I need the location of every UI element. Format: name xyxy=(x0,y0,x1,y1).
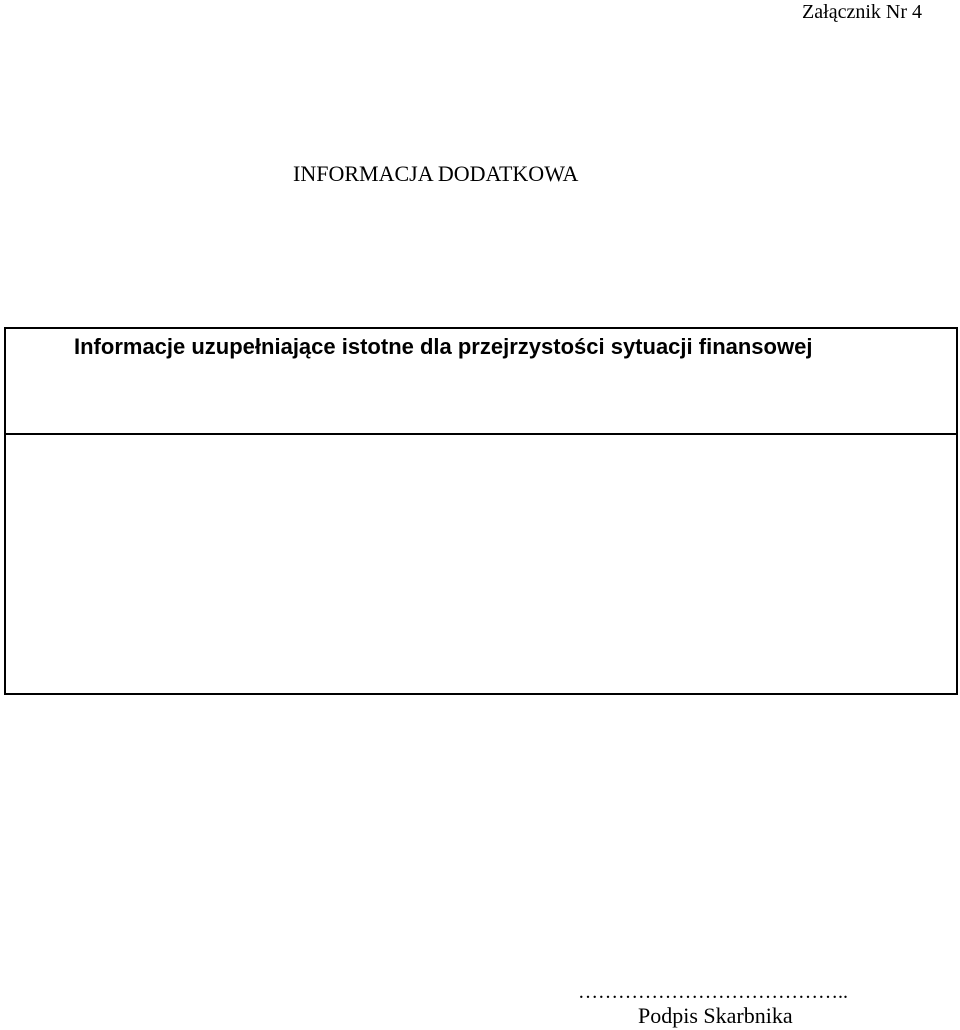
document-title: INFORMACJA DODATKOWA xyxy=(293,161,579,186)
attachment-label: Załącznik Nr 4 xyxy=(802,1,922,23)
signature-label: Podpis Skarbnika xyxy=(638,1003,793,1028)
additional-info-table xyxy=(4,327,958,695)
signature-line: ………………………………….. xyxy=(578,981,848,1003)
info-table-content-cell xyxy=(6,435,956,693)
info-table-header-text: Informacje uzupełniające istotne dla przejrzystości sytuacji finansowej xyxy=(74,334,813,359)
info-table-header-cell xyxy=(6,329,956,435)
